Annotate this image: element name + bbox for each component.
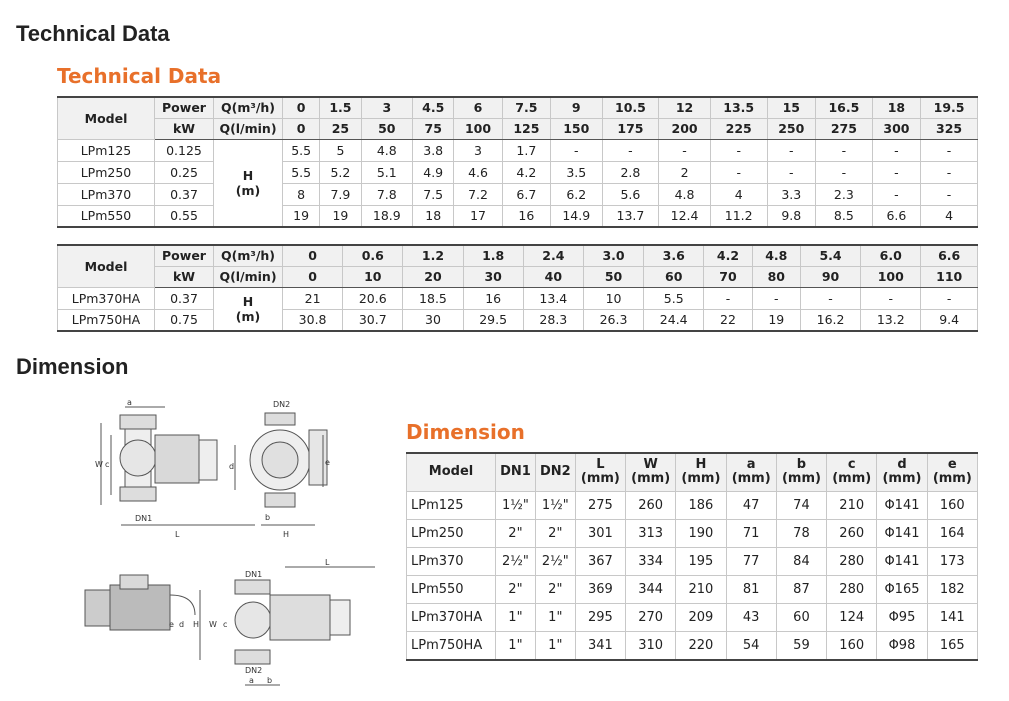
head-value-cell: 6.6 bbox=[872, 205, 920, 227]
dim-col-name: L bbox=[596, 457, 605, 473]
dim-value-cell: Φ95 bbox=[877, 603, 927, 631]
head-value-cell: 2 bbox=[659, 161, 710, 183]
dim-model-cell: LPm550 bbox=[407, 575, 496, 603]
q-lmin-value: 10 bbox=[343, 266, 403, 287]
q-m3-value: 1.2 bbox=[403, 245, 463, 266]
head-value-cell: 5.6 bbox=[602, 183, 659, 205]
q-lmin-value: 20 bbox=[403, 266, 463, 287]
table-row bbox=[58, 205, 978, 227]
dim-col-header bbox=[676, 453, 726, 491]
dim-col-unit: (mm) bbox=[832, 471, 872, 487]
head-value-cell: 19 bbox=[320, 205, 361, 227]
dim-col-header bbox=[726, 453, 776, 491]
q-lmin-value: 100 bbox=[454, 118, 502, 139]
head-value-cell: 8.5 bbox=[815, 205, 872, 227]
head-value-cell: 5.5 bbox=[283, 161, 320, 183]
head-value-cell: 18 bbox=[413, 205, 454, 227]
dim-col-unit: (mm) bbox=[681, 471, 721, 487]
table-row bbox=[58, 183, 978, 205]
head-value-cell: 30.7 bbox=[343, 309, 403, 331]
label-d-b: d bbox=[179, 620, 185, 629]
dim-value-cell: 220 bbox=[676, 631, 726, 660]
head-value-cell: 30.8 bbox=[283, 309, 343, 331]
table-row bbox=[407, 631, 978, 660]
dim-value-cell: 190 bbox=[676, 519, 726, 547]
q-m3-value: 3 bbox=[361, 97, 412, 118]
head-value-cell: 28.3 bbox=[523, 309, 583, 331]
head-value-cell: 9.8 bbox=[767, 205, 815, 227]
q-m3-value: 10.5 bbox=[602, 97, 659, 118]
head-value-cell: 16 bbox=[502, 205, 550, 227]
dim-value-cell: 270 bbox=[626, 603, 676, 631]
q-lmin-value: 40 bbox=[523, 266, 583, 287]
dim-value-cell: 367 bbox=[575, 547, 625, 575]
dim-col-unit: (mm) bbox=[731, 471, 771, 487]
dim-value-cell: 141 bbox=[927, 603, 977, 631]
head-value-cell: 16 bbox=[463, 287, 523, 309]
dim-col-name: c bbox=[847, 457, 856, 473]
head-value-cell: 6.2 bbox=[551, 183, 602, 205]
head-value-cell: - bbox=[710, 139, 767, 161]
label-w: W bbox=[95, 460, 103, 469]
head-value-cell: - bbox=[602, 139, 659, 161]
head-label: H bbox=[242, 167, 254, 183]
model-cell: LPm750HA bbox=[58, 309, 155, 331]
head-value-cell: 3 bbox=[454, 139, 502, 161]
dim-col-name: H bbox=[695, 457, 707, 473]
head-value-cell: - bbox=[815, 161, 872, 183]
dim-value-cell: 260 bbox=[827, 519, 877, 547]
col-power: Power bbox=[155, 97, 214, 118]
head-value-cell: 7.9 bbox=[320, 183, 361, 205]
head-value-cell: - bbox=[767, 161, 815, 183]
tech-table-2 bbox=[57, 244, 978, 332]
head-unit-cell bbox=[214, 139, 283, 227]
model-cell: LPm370HA bbox=[58, 287, 155, 309]
head-value-cell: 6.7 bbox=[502, 183, 550, 205]
head-value-cell: 4.2 bbox=[502, 161, 550, 183]
col-model: Model bbox=[58, 97, 155, 139]
dim-model-cell: LPm250 bbox=[407, 519, 496, 547]
q-m3-value: 4.8 bbox=[752, 245, 800, 266]
dim-value-cell: 1" bbox=[535, 603, 575, 631]
dim-value-cell: 209 bbox=[676, 603, 726, 631]
q-m3-value: 1.8 bbox=[463, 245, 523, 266]
head-value-cell: 21 bbox=[283, 287, 343, 309]
col-q-lmin: Q(l/min) bbox=[214, 118, 283, 139]
q-m3-value: 13.5 bbox=[710, 97, 767, 118]
head-value-cell: 4.8 bbox=[659, 183, 710, 205]
label-c-b: c bbox=[223, 620, 228, 629]
table-row bbox=[407, 547, 978, 575]
dimension-table bbox=[406, 452, 978, 661]
dim-value-cell: 182 bbox=[927, 575, 977, 603]
label-b: b bbox=[265, 513, 271, 522]
head-value-cell: 4 bbox=[710, 183, 767, 205]
head-value-cell: 14.9 bbox=[551, 205, 602, 227]
head-value-cell: - bbox=[752, 287, 800, 309]
dim-col-name: a bbox=[746, 457, 756, 473]
head-value-cell: 19 bbox=[752, 309, 800, 331]
q-lmin-value: 30 bbox=[463, 266, 523, 287]
head-value-cell: 7.8 bbox=[361, 183, 412, 205]
head-value-cell: - bbox=[659, 139, 710, 161]
dim-value-cell: 1" bbox=[496, 631, 536, 660]
dim-value-cell: 313 bbox=[626, 519, 676, 547]
dim-value-cell: 54 bbox=[726, 631, 776, 660]
dim-col-name: d bbox=[897, 457, 907, 473]
dim-value-cell: 334 bbox=[626, 547, 676, 575]
head-value-cell: 5.5 bbox=[644, 287, 704, 309]
q-m3-value: 1.5 bbox=[320, 97, 361, 118]
inline-side-drawing bbox=[169, 558, 375, 685]
label-w-b: W bbox=[209, 620, 217, 629]
head-value-cell: 3.5 bbox=[551, 161, 602, 183]
page-title: Technical Data bbox=[16, 21, 170, 46]
col-q-m3: Q(m³/h) bbox=[214, 245, 283, 266]
head-value-cell: - bbox=[872, 139, 920, 161]
dim-col-header bbox=[535, 453, 575, 491]
dim-value-cell: 2" bbox=[535, 575, 575, 603]
kw-cell: 0.75 bbox=[155, 309, 214, 331]
dim-value-cell: 43 bbox=[726, 603, 776, 631]
dim-value-cell: Φ141 bbox=[877, 547, 927, 575]
head-value-cell: 3.3 bbox=[767, 183, 815, 205]
q-m3-value: 9 bbox=[551, 97, 602, 118]
dim-value-cell: 2½" bbox=[535, 547, 575, 575]
head-value-cell: 5.1 bbox=[361, 161, 412, 183]
dim-value-cell: 60 bbox=[776, 603, 826, 631]
table-row bbox=[58, 309, 978, 331]
head-value-cell: 4.6 bbox=[454, 161, 502, 183]
dim-col-header bbox=[626, 453, 676, 491]
label-dn1-b: DN1 bbox=[245, 570, 263, 579]
q-m3-value: 4.2 bbox=[704, 245, 752, 266]
dim-value-cell: 2" bbox=[496, 575, 536, 603]
dim-col-header bbox=[575, 453, 625, 491]
head-value-cell: - bbox=[872, 161, 920, 183]
dim-value-cell: 1" bbox=[535, 631, 575, 660]
dim-value-cell: 74 bbox=[776, 491, 826, 519]
label-c: c bbox=[105, 460, 110, 469]
head-value-cell: 20.6 bbox=[343, 287, 403, 309]
table-row bbox=[407, 603, 978, 631]
dim-value-cell: 2" bbox=[535, 519, 575, 547]
pump-drawings bbox=[75, 395, 450, 695]
dim-value-cell: Φ165 bbox=[877, 575, 927, 603]
model-cell: LPm250 bbox=[58, 161, 155, 183]
dim-value-cell: 310 bbox=[626, 631, 676, 660]
q-m3-value: 2.4 bbox=[523, 245, 583, 266]
head-value-cell: 7.2 bbox=[454, 183, 502, 205]
head-value-cell: 12.4 bbox=[659, 205, 710, 227]
head-value-cell: 17 bbox=[454, 205, 502, 227]
head-value-cell: 10 bbox=[583, 287, 643, 309]
q-lmin-value: 325 bbox=[921, 118, 978, 139]
kw-cell: 0.37 bbox=[155, 287, 214, 309]
dim-value-cell: 341 bbox=[575, 631, 625, 660]
q-m3-value: 18 bbox=[872, 97, 920, 118]
model-cell: LPm550 bbox=[58, 205, 155, 227]
dim-value-cell: 344 bbox=[626, 575, 676, 603]
tech-table-1 bbox=[57, 96, 978, 228]
dim-value-cell: 81 bbox=[726, 575, 776, 603]
table-row bbox=[58, 287, 978, 309]
head-value-cell: 1.7 bbox=[502, 139, 550, 161]
dim-col-name: e bbox=[947, 457, 957, 473]
q-m3-value: 6.6 bbox=[921, 245, 978, 266]
dim-value-cell: 124 bbox=[827, 603, 877, 631]
q-lmin-value: 250 bbox=[767, 118, 815, 139]
head-value-cell: - bbox=[921, 183, 978, 205]
dim-model-cell: LPm125 bbox=[407, 491, 496, 519]
dim-value-cell: Φ98 bbox=[877, 631, 927, 660]
head-value-cell: - bbox=[921, 287, 978, 309]
head-value-cell: 26.3 bbox=[583, 309, 643, 331]
label-dn2: DN2 bbox=[273, 400, 291, 409]
dim-col-header bbox=[776, 453, 826, 491]
dim-value-cell: 164 bbox=[927, 519, 977, 547]
q-lmin-value: 50 bbox=[583, 266, 643, 287]
dim-col-header bbox=[827, 453, 877, 491]
head-value-cell: 13.4 bbox=[523, 287, 583, 309]
dim-value-cell: 2" bbox=[496, 519, 536, 547]
head-value-cell: - bbox=[704, 287, 752, 309]
dim-value-cell: 47 bbox=[726, 491, 776, 519]
dim-value-cell: 84 bbox=[776, 547, 826, 575]
dim-col-unit: (mm) bbox=[882, 471, 922, 487]
q-m3-value: 16.5 bbox=[815, 97, 872, 118]
table-row bbox=[58, 161, 978, 183]
label-l-b: L bbox=[325, 558, 330, 567]
q-lmin-value: 175 bbox=[602, 118, 659, 139]
head-value-cell: 13.2 bbox=[861, 309, 921, 331]
head-value-cell: 29.5 bbox=[463, 309, 523, 331]
q-m3-value: 4.5 bbox=[413, 97, 454, 118]
head-value-cell: - bbox=[767, 139, 815, 161]
kw-cell: 0.125 bbox=[155, 139, 214, 161]
head-value-cell: 5.2 bbox=[320, 161, 361, 183]
q-m3-value: 3.6 bbox=[644, 245, 704, 266]
head-label: H bbox=[242, 293, 254, 309]
q-lmin-value: 25 bbox=[320, 118, 361, 139]
q-m3-value: 5.4 bbox=[800, 245, 860, 266]
model-cell: LPm125 bbox=[58, 139, 155, 161]
q-lmin-value: 50 bbox=[361, 118, 412, 139]
q-lmin-value: 125 bbox=[502, 118, 550, 139]
q-lmin-value: 0 bbox=[283, 266, 343, 287]
q-lmin-value: 100 bbox=[861, 266, 921, 287]
head-value-cell: - bbox=[861, 287, 921, 309]
dimension-subtitle: Dimension bbox=[406, 420, 525, 444]
dim-value-cell: 275 bbox=[575, 491, 625, 519]
dim-value-cell: 295 bbox=[575, 603, 625, 631]
head-value-cell: 11.2 bbox=[710, 205, 767, 227]
label-b-b: b bbox=[267, 676, 273, 685]
q-m3-value: 15 bbox=[767, 97, 815, 118]
dim-col-unit: (mm) bbox=[932, 471, 972, 487]
model-cell: LPm370 bbox=[58, 183, 155, 205]
dim-model-cell: LPm370HA bbox=[407, 603, 496, 631]
dim-value-cell: 173 bbox=[927, 547, 977, 575]
tech-data-subtitle: Technical Data bbox=[57, 64, 222, 88]
head-value-cell: - bbox=[551, 139, 602, 161]
q-lmin-value: 225 bbox=[710, 118, 767, 139]
q-lmin-value: 0 bbox=[283, 118, 320, 139]
dim-value-cell: 260 bbox=[626, 491, 676, 519]
q-m3-value: 0.6 bbox=[343, 245, 403, 266]
head-value-cell: - bbox=[800, 287, 860, 309]
dim-value-cell: 2½" bbox=[496, 547, 536, 575]
head-value-cell: 5 bbox=[320, 139, 361, 161]
kw-cell: 0.55 bbox=[155, 205, 214, 227]
q-m3-value: 12 bbox=[659, 97, 710, 118]
dim-value-cell: 160 bbox=[927, 491, 977, 519]
head-value-cell: - bbox=[872, 183, 920, 205]
q-lmin-value: 300 bbox=[872, 118, 920, 139]
label-d: d bbox=[229, 462, 235, 471]
head-value-cell: 2.8 bbox=[602, 161, 659, 183]
col-q-lmin: Q(l/min) bbox=[214, 266, 283, 287]
head-unit-cell bbox=[214, 287, 283, 331]
head-unit: (m) bbox=[235, 308, 261, 324]
dim-col-header bbox=[877, 453, 927, 491]
head-value-cell: 22 bbox=[704, 309, 752, 331]
head-value-cell: 5.5 bbox=[283, 139, 320, 161]
head-value-cell: 3.8 bbox=[413, 139, 454, 161]
head-value-cell: 9.4 bbox=[921, 309, 978, 331]
head-value-cell: - bbox=[921, 139, 978, 161]
dim-value-cell: 186 bbox=[676, 491, 726, 519]
dim-col-unit: (mm) bbox=[781, 471, 821, 487]
q-m3-value: 0 bbox=[283, 245, 343, 266]
col-power: Power bbox=[155, 245, 214, 266]
dim-col-name: DN2 bbox=[539, 464, 571, 480]
dim-col-name: DN1 bbox=[500, 464, 531, 480]
head-value-cell: - bbox=[710, 161, 767, 183]
label-l: L bbox=[175, 530, 180, 539]
head-unit: (m) bbox=[235, 182, 261, 198]
table-row bbox=[407, 491, 978, 519]
head-value-cell: - bbox=[921, 161, 978, 183]
dim-value-cell: 301 bbox=[575, 519, 625, 547]
dim-value-cell: Φ141 bbox=[877, 491, 927, 519]
head-value-cell: 16.2 bbox=[800, 309, 860, 331]
dim-value-cell: 78 bbox=[776, 519, 826, 547]
head-value-cell: 4.8 bbox=[361, 139, 412, 161]
col-kw: kW bbox=[155, 118, 214, 139]
kw-cell: 0.37 bbox=[155, 183, 214, 205]
dim-col-name: W bbox=[643, 457, 658, 473]
q-lmin-value: 110 bbox=[921, 266, 978, 287]
label-dn2-b: DN2 bbox=[245, 666, 263, 675]
q-m3-value: 6 bbox=[454, 97, 502, 118]
side-view-drawing bbox=[250, 400, 330, 539]
col-kw: kW bbox=[155, 266, 214, 287]
label-e: e bbox=[325, 458, 330, 467]
col-q-m3: Q(m³/h) bbox=[214, 97, 283, 118]
head-value-cell: 2.3 bbox=[815, 183, 872, 205]
head-value-cell: 19 bbox=[283, 205, 320, 227]
head-value-cell: 13.7 bbox=[602, 205, 659, 227]
front-view-drawing bbox=[95, 398, 255, 539]
q-m3-value: 7.5 bbox=[502, 97, 550, 118]
dim-value-cell: 210 bbox=[676, 575, 726, 603]
q-lmin-value: 70 bbox=[704, 266, 752, 287]
label-h-b: H bbox=[193, 620, 200, 629]
label-h: H bbox=[283, 530, 290, 539]
dim-col-unit: (mm) bbox=[580, 471, 620, 487]
q-lmin-value: 90 bbox=[800, 266, 860, 287]
head-value-cell: - bbox=[815, 139, 872, 161]
q-lmin-value: 150 bbox=[551, 118, 602, 139]
dim-col-header bbox=[496, 453, 536, 491]
dim-model-cell: LPm370 bbox=[407, 547, 496, 575]
head-value-cell: 24.4 bbox=[644, 309, 704, 331]
dim-col-header bbox=[927, 453, 977, 491]
dim-value-cell: 165 bbox=[927, 631, 977, 660]
q-m3-value: 6.0 bbox=[861, 245, 921, 266]
dim-value-cell: 210 bbox=[827, 491, 877, 519]
dim-col-name: Model bbox=[428, 464, 474, 480]
label-e-b: e bbox=[169, 620, 174, 629]
dim-value-cell: 1½" bbox=[535, 491, 575, 519]
table-row bbox=[407, 519, 978, 547]
dim-value-cell: 160 bbox=[827, 631, 877, 660]
q-lmin-value: 200 bbox=[659, 118, 710, 139]
dim-value-cell: 87 bbox=[776, 575, 826, 603]
q-lmin-value: 80 bbox=[752, 266, 800, 287]
dim-model-cell: LPm750HA bbox=[407, 631, 496, 660]
col-model: Model bbox=[58, 245, 155, 287]
dim-value-cell: 1" bbox=[496, 603, 536, 631]
dim-col-unit: (mm) bbox=[631, 471, 671, 487]
q-lmin-value: 275 bbox=[815, 118, 872, 139]
head-value-cell: 8 bbox=[283, 183, 320, 205]
q-m3-value: 0 bbox=[283, 97, 320, 118]
label-a: a bbox=[127, 398, 132, 407]
dimension-title: Dimension bbox=[16, 354, 129, 379]
dim-value-cell: 280 bbox=[827, 575, 877, 603]
kw-cell: 0.25 bbox=[155, 161, 214, 183]
dim-value-cell: 71 bbox=[726, 519, 776, 547]
head-value-cell: 18.5 bbox=[403, 287, 463, 309]
label-dn1: DN1 bbox=[135, 514, 153, 523]
head-value-cell: 18.9 bbox=[361, 205, 412, 227]
label-a-b: a bbox=[249, 676, 254, 685]
dim-value-cell: 1½" bbox=[496, 491, 536, 519]
q-lmin-value: 60 bbox=[644, 266, 704, 287]
dim-value-cell: 77 bbox=[726, 547, 776, 575]
head-value-cell: 4.9 bbox=[413, 161, 454, 183]
dim-value-cell: 195 bbox=[676, 547, 726, 575]
q-m3-value: 3.0 bbox=[583, 245, 643, 266]
dim-value-cell: 59 bbox=[776, 631, 826, 660]
table-row bbox=[58, 139, 978, 161]
head-value-cell: 7.5 bbox=[413, 183, 454, 205]
head-value-cell: 4 bbox=[921, 205, 978, 227]
dim-col-header bbox=[407, 453, 496, 491]
dim-value-cell: Φ141 bbox=[877, 519, 927, 547]
head-value-cell: 30 bbox=[403, 309, 463, 331]
table-row bbox=[407, 575, 978, 603]
dim-value-cell: 280 bbox=[827, 547, 877, 575]
dim-value-cell: 369 bbox=[575, 575, 625, 603]
q-lmin-value: 75 bbox=[413, 118, 454, 139]
q-m3-value: 19.5 bbox=[921, 97, 978, 118]
dim-col-name: b bbox=[796, 457, 807, 473]
